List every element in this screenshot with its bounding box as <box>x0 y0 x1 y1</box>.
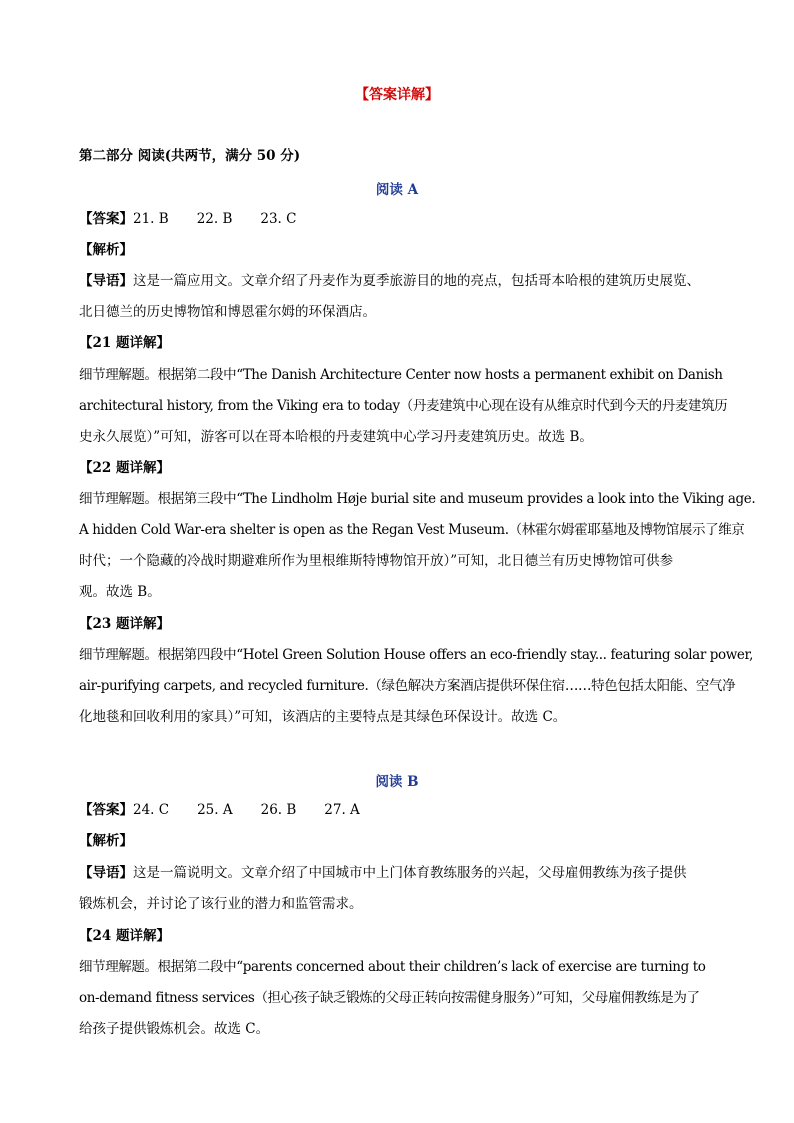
q24-label: 【24 题详解】 <box>79 928 170 944</box>
q24-line-1: 细节理解题。根据第二段中“parents concerned about their children’s lack of exercise are turning to <box>79 959 706 975</box>
answer-item: 27. A <box>324 802 360 818</box>
guide-text: 这是一篇说明文。文章介绍了中国城市中上门体育教练服务的兴起，父母雇佣教练为孩子提供 <box>133 865 687 881</box>
reading-b-guide-line-1 <box>79 864 719 882</box>
reading-b-heading: 阅读 B <box>375 774 419 790</box>
q23-line-1: 细节理解题。根据第四段中“Hotel Green Solution House offers an eco-friendly stay... featuring solar power, <box>79 647 753 663</box>
answer-item: 24. C <box>133 802 170 818</box>
q22-label: 【22 题详解】 <box>79 460 170 476</box>
answer-item: 21. B <box>133 211 169 227</box>
answer-item: 25. A <box>197 802 233 818</box>
reading-a-guide-line-1 <box>79 272 719 290</box>
answer-label: 【答案】 <box>79 211 133 227</box>
q23-line-2: air-purifying carpets, and recycled furniture.（绿色解决方案酒店提供环保住宿……特色包括太阳能、空气净 <box>79 678 736 694</box>
q23-line-3: 化地毯和回收利用的家具）”可知，该酒店的主要特点是其绿色环保设计。故选 C。 <box>79 709 567 725</box>
reading-a-guide-line-2: 北日德兰的历史博物馆和博恩霍尔姆的环保酒店。 <box>79 304 376 320</box>
section-heading: 第二部分 阅读(共两节，满分 50 分) <box>79 148 301 164</box>
answer-item: 22. B <box>196 211 233 227</box>
answer-explanation-title: 【答案详解】 <box>355 87 439 103</box>
guide-text: 这是一篇应用文。文章介绍了丹麦作为夏季旅游目的地的亮点，包括哥本哈根的建筑历史展览、 <box>133 273 700 289</box>
reading-a-heading: 阅读 A <box>375 182 419 198</box>
q22-line-2: A hidden Cold War-era shelter is open as the Regan Vest Museum.（林霍尔姆霍耶墓地及博物馆展示了维京 <box>79 522 745 538</box>
q22-line-4: 观。故选 B。 <box>79 584 161 600</box>
q22-line-1: 细节理解题。根据第三段中“The Lindholm Høje burial site and museum provides a look into the Viking age. <box>79 491 756 507</box>
reading-a-answers <box>79 210 719 228</box>
q21-line-1: 细节理解题。根据第二段中“The Danish Architecture Center now hosts a permanent exhibit on Danish <box>79 367 723 383</box>
answer-label: 【答案】 <box>79 802 133 818</box>
guide-label: 【导语】 <box>79 273 133 289</box>
answer-item: 26. B <box>260 802 297 818</box>
q24-line-3: 给孩子提供锻炼机会。故选 C。 <box>79 1021 270 1037</box>
q22-line-3: 时代；一个隐藏的冷战时期避难所作为里根维斯特博物馆开放）”可知，北日德兰有历史博物馆可供参 <box>79 553 674 569</box>
analysis-label: 【解析】 <box>79 242 133 258</box>
analysis-label: 【解析】 <box>79 833 133 849</box>
guide-label: 【导语】 <box>79 865 133 881</box>
q21-line-2: architectural history, from the Viking era to today（丹麦建筑中心现在设有从维京时代到今天的丹麦建筑历 <box>79 398 728 414</box>
reading-b-answers <box>79 801 719 819</box>
q21-label: 【21 题详解】 <box>79 335 170 351</box>
answer-item: 23. C <box>260 211 297 227</box>
reading-b-guide-line-2: 锻炼机会，并讨论了该行业的潜力和监管需求。 <box>79 896 363 912</box>
q24-line-2: on-demand fitness services（担心孩子缺乏锻炼的父母正转向按需健身服务）”可知，父母雇佣教练是为了 <box>79 990 700 1006</box>
q21-line-3: 史永久展览）”可知，游客可以在哥本哈根的丹麦建筑中心学习丹麦建筑历史。故选 B。 <box>79 429 593 445</box>
q23-label: 【23 题详解】 <box>79 616 170 632</box>
